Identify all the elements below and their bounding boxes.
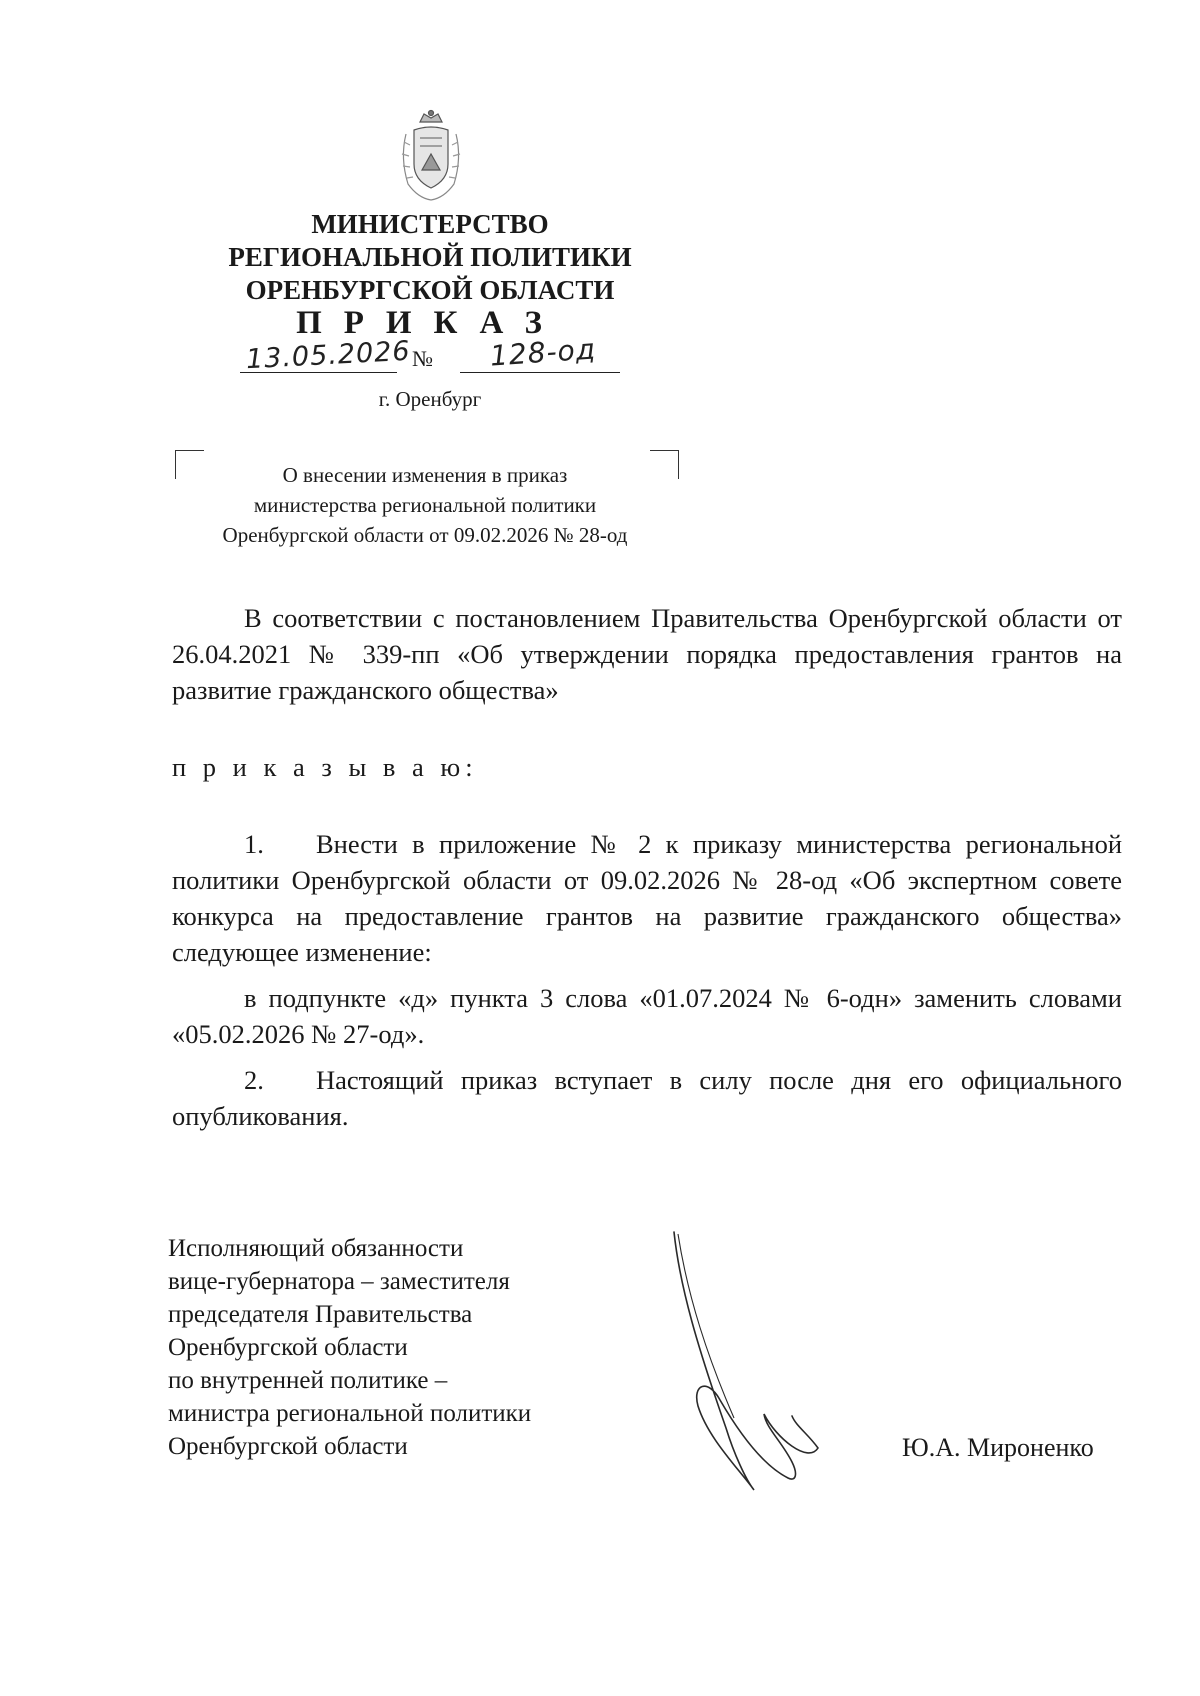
signatory-position: [168, 1232, 608, 1463]
item-2-paragraph: [172, 1062, 1122, 1134]
number-sign: №: [412, 346, 433, 371]
ministry-name-line-3: ОРЕНБУРГСКОЙ ОБЛАСТИ: [245, 275, 615, 305]
signatory-position-line: министра региональной политики: [168, 1400, 532, 1427]
ministry-name-line-2: РЕГИОНАЛЬНОЙ ПОЛИТИКИ: [228, 242, 632, 272]
preamble-paragraph: В соответствии с постановлением Правительства Оренбургской области от 26.04.2021 № 339-пп «Об утверждении порядка предоставления грантов на развитие гражданского общества»: [172, 603, 1122, 705]
subject-line: министерства региональной политики: [253, 493, 597, 517]
document-type-title: ПРИКАЗ: [296, 305, 564, 341]
subject-line: Оренбургской области от 09.02.2026 № 28-од: [222, 523, 628, 547]
item-2-text: Настоящий приказ вступает в силу после дня его официального опубликования.: [172, 1065, 1122, 1131]
subject-block: [180, 460, 670, 550]
signatory-position-line: Оренбургской области: [168, 1433, 408, 1460]
handwritten-number: 128-од: [488, 332, 598, 373]
handwritten-signature: [668, 1228, 858, 1500]
signatory-position-line: Оренбургской области: [168, 1334, 408, 1361]
coat-of-arms-emblem: [396, 108, 466, 204]
item-1-number: 1.: [244, 829, 264, 859]
signatory-position-line: Исполняющий обязанности: [168, 1235, 464, 1262]
item-2-number: 2.: [244, 1065, 264, 1095]
ministry-name-line-1: МИНИСТЕРСТВО: [311, 209, 549, 239]
date-underline: [240, 372, 397, 373]
order-word: п р и к а з ы в а ю:: [172, 752, 478, 782]
signatory-position-line: по внутренней политике –: [168, 1367, 448, 1394]
handwritten-date: 13.05.2026: [245, 335, 412, 376]
item-1-sub-paragraph: в подпункте «д» пункта 3 слова «01.07.2024 № 6-одн» заменить словами «05.02.2026 № 27-од».: [172, 983, 1122, 1049]
item-1-text: Внести в приложение № 2 к приказу министерства региональной политики Оренбургской области от 09.02.2026 № 28-од «Об экспертном совете конкурса на предоставление грантов на развитие гражданского общества» следующее изменение:: [172, 829, 1122, 967]
signatory-position-line: председателя Правительства: [168, 1301, 473, 1328]
number-underline: [460, 372, 620, 373]
subject-line: О внесении изменения в приказ: [282, 463, 568, 487]
signer-name: Ю.А. Мироненко: [902, 1433, 1094, 1462]
city: г. Оренбург: [378, 387, 482, 411]
item-1-paragraph: [172, 826, 1122, 970]
signatory-position-line: вице-губернатора – заместителя: [168, 1268, 510, 1295]
